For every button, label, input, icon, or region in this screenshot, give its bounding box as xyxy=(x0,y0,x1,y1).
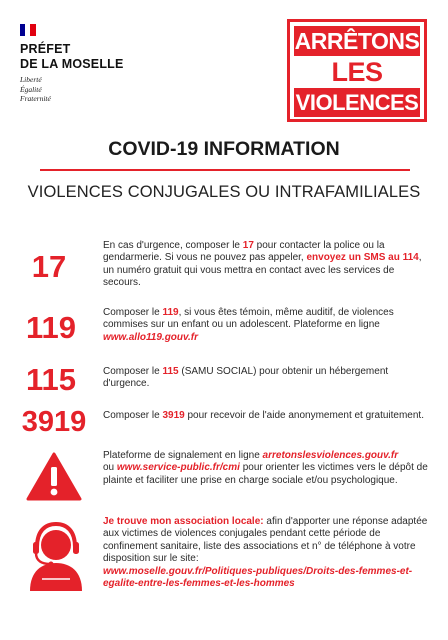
marianne-flag-icon xyxy=(20,24,36,36)
platform-part-1: Plateforme de signalement en ligne xyxy=(103,450,263,461)
arretons-les-violences-logo xyxy=(287,19,427,122)
text-119-number: 119 xyxy=(162,307,179,318)
text-17 xyxy=(103,240,428,290)
association-body: afin d'apporter une réponse adaptée aux victimes de violences conjugales pendant cette période de confinement sanitaire, liste des associations et n° de téléphone à votre disposition sur le site: xyxy=(103,516,428,565)
republic-motto xyxy=(20,75,51,104)
logo-line-3: VIOLENCES xyxy=(295,90,419,115)
headset-operator-icon xyxy=(24,519,88,591)
text-119-part-1: Composer le xyxy=(103,307,163,318)
text-115 xyxy=(103,366,428,391)
prefet-line-2: DE LA MOSELLE xyxy=(20,57,124,71)
text-reporting-platform xyxy=(103,450,431,487)
text-3919 xyxy=(103,410,428,422)
text-3919-part-1: Composer le xyxy=(103,410,163,421)
motto-egalite: Égalité xyxy=(20,84,42,94)
platform-part-3: pour orienter les victimes vers le dépôt de plainte et faciliter une prise en charge sociale et/ou psychologique. xyxy=(103,462,428,486)
text-17-number: 17 xyxy=(242,240,254,251)
text-119-part-2: , si vous êtes témoin, même auditif, de violences commises sur un enfant ou un adolescent. Plateforme en ligne xyxy=(103,307,394,331)
text-local-association xyxy=(103,516,428,590)
service-public-link[interactable]: www.service-public.fr/cmi xyxy=(116,462,240,474)
text-119 xyxy=(103,307,423,344)
logo-line-2: LES xyxy=(331,57,383,87)
association-heading: Je trouve mon association locale: xyxy=(103,516,264,527)
text-115-part-1: Composer le xyxy=(103,366,163,377)
allo119-link[interactable]: www.allo119.gouv.fr xyxy=(103,331,199,343)
page-subtitle: VIOLENCES CONJUGALES OU INTRAFAMILIALES xyxy=(27,183,421,201)
sms-114-highlight: envoyez un SMS au 114 xyxy=(306,252,419,264)
title-divider xyxy=(40,169,410,171)
text-17-part-3: , un numéro gratuit qui vous mettra en contact avec les services de secours. xyxy=(103,252,422,289)
moselle-gouv-link[interactable]: www.moselle.gouv.fr/Politiques-publiques/Droits-des-femmes-et-egalite-entre-les-femmes-et-les-hommes xyxy=(103,565,413,590)
number-17: 17 xyxy=(31,249,67,284)
text-17-part-1: En cas d'urgence, composer le xyxy=(103,240,243,251)
text-17-part-2: pour contacter la police ou la gendarmerie. Si vous ne pouvez pas appeler, xyxy=(103,240,385,264)
warning-triangle-icon xyxy=(26,452,82,502)
prefecture-name xyxy=(20,42,124,72)
arretonslesviolences-link[interactable]: arretonslesviolences.gouv.fr xyxy=(262,450,399,461)
platform-part-2: ou xyxy=(103,462,117,474)
logo-line-1: ARRÊTONS xyxy=(294,28,420,54)
text-3919-number: 3919 xyxy=(162,410,185,421)
motto-liberte: Liberté xyxy=(20,75,42,84)
page-title: COVID-19 INFORMATION xyxy=(108,138,340,160)
prefet-line-1: PRÉFET xyxy=(20,42,71,56)
number-115: 115 xyxy=(25,362,76,397)
text-115-part-2: (SAMU SOCIAL) pour obtenir un hébergement d'urgence. xyxy=(103,366,389,390)
number-119: 119 xyxy=(25,310,76,345)
number-3919: 3919 xyxy=(21,406,87,438)
text-3919-part-2: pour recevoir de l'aide anonymement et gratuitement. xyxy=(184,410,424,421)
text-115-number: 115 xyxy=(162,366,179,377)
motto-fraternite: Fraternité xyxy=(20,94,51,103)
